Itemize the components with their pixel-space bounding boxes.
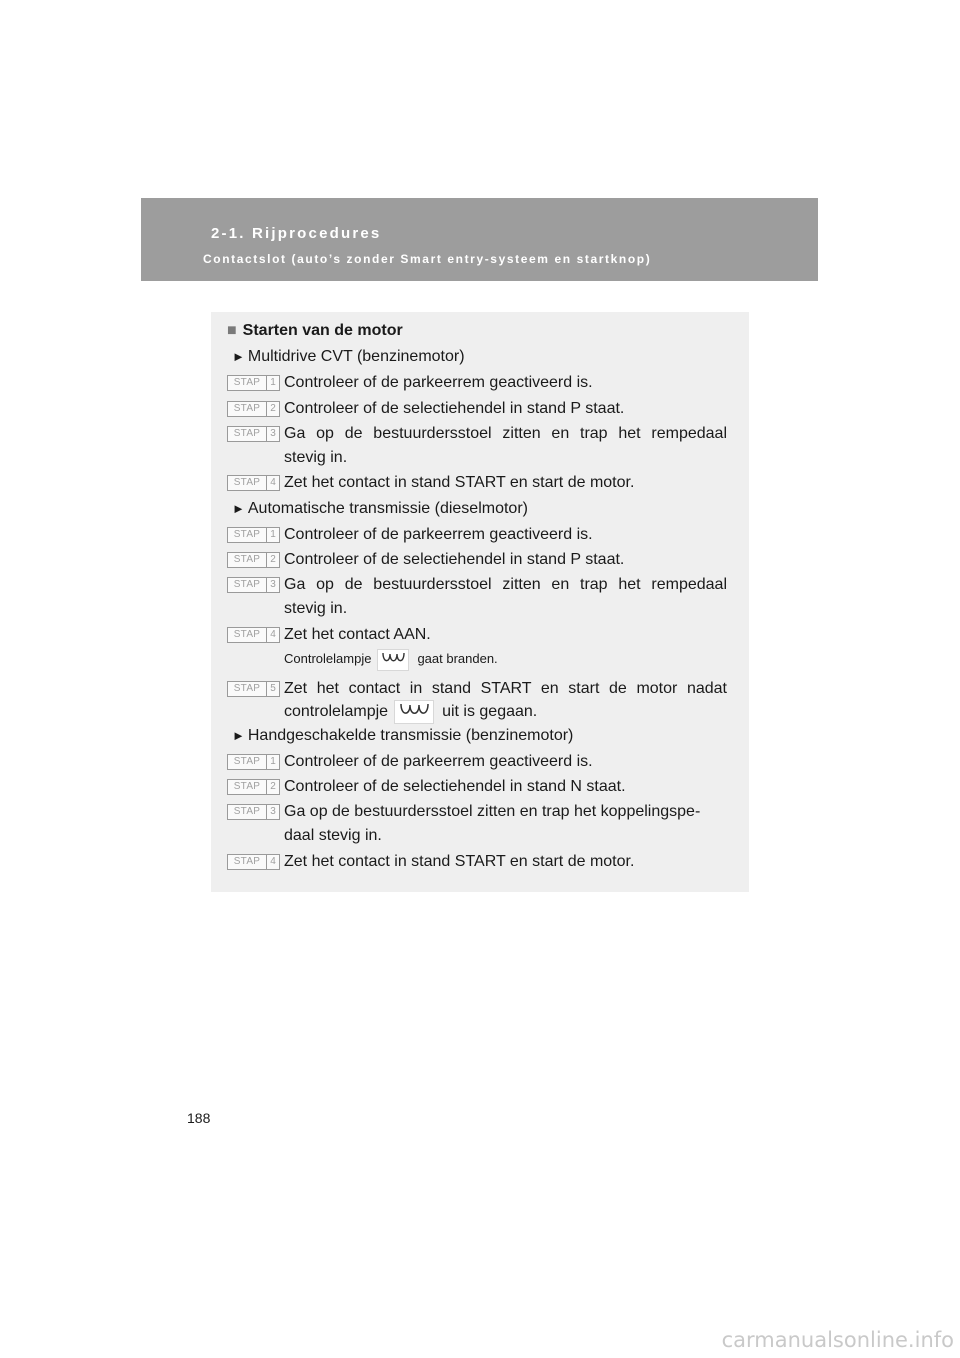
group-title-manual: ► Handgeschakelde transmissie (benzinemotor) [232, 727, 574, 744]
step-text: Controleer of de parkeerrem geactiveerd is. [284, 374, 593, 391]
step-text-continued: controlelampje uit is gegaan. [284, 700, 537, 724]
step-badge: STAP 2 [227, 552, 280, 568]
step-text-continued: stevig in. [284, 449, 348, 466]
page-number: 188 [187, 1110, 211, 1126]
group-title-multidrive: ► Multidrive CVT (benzinemotor) [232, 348, 465, 365]
content-heading: ■ Starten van de motor [227, 322, 403, 339]
step-text: Zet het contact AAN. [284, 626, 431, 643]
step-badge: STAP 3 [227, 577, 280, 593]
step-text-continued: stevig in. [284, 600, 348, 617]
watermark: carmanualsonline.info [721, 1328, 954, 1352]
step-text: Zet het contact in stand START en start de motor. [284, 853, 635, 870]
triangle-bullet-icon: ► [232, 728, 245, 743]
step-badge: STAP 1 [227, 754, 280, 770]
step-badge: STAP 3 [227, 426, 280, 442]
step-badge: STAP 1 [227, 375, 280, 391]
step-badge: STAP 5 [227, 681, 280, 697]
step-text: Zet het contact in stand START en start de motor. [284, 474, 635, 491]
glow-plug-indicator-icon [377, 649, 409, 671]
glow-plug-indicator-icon [394, 700, 434, 724]
step-text: Controleer of de selectiehendel in stand P staat. [284, 551, 625, 568]
step-badge: STAP 4 [227, 627, 280, 643]
section-header [141, 198, 818, 281]
step-badge: STAP 1 [227, 527, 280, 543]
section-subtitle: Contactslot (auto’s zonder Smart entry-systeem en startknop) [203, 252, 652, 266]
square-bullet-icon: ■ [227, 322, 237, 339]
group-title-automatic: ► Automatische transmissie (dieselmotor) [232, 500, 528, 517]
step-badge: STAP 4 [227, 854, 280, 870]
step-text-continued: daal stevig in. [284, 827, 382, 844]
step-text: Zet het contact in stand START en start de motor nadat [284, 680, 727, 697]
step-text: Controleer of de parkeerrem geactiveerd is. [284, 753, 593, 770]
step-text: Ga op de bestuurdersstoel zitten en trap het rempedaal [284, 425, 727, 442]
triangle-bullet-icon: ► [232, 349, 245, 364]
step-text: Controleer of de selectiehendel in stand N staat. [284, 778, 626, 795]
step-badge: STAP 4 [227, 475, 280, 491]
step-text: Ga op de bestuurdersstoel zitten en trap het rempedaal [284, 576, 727, 593]
step-text: Controleer of de parkeerrem geactiveerd is. [284, 526, 593, 543]
triangle-bullet-icon: ► [232, 501, 245, 516]
section-title: 2-1. Rijprocedures [211, 225, 382, 242]
step-badge: STAP 2 [227, 401, 280, 417]
step-badge: STAP 3 [227, 804, 280, 820]
step-text: Ga op de bestuurdersstoel zitten en trap het koppelingspe- [284, 803, 701, 820]
step-text: Controleer of de selectiehendel in stand P staat. [284, 400, 625, 417]
step-badge: STAP 2 [227, 779, 280, 795]
step-note: Controlelampje gaat branden. [284, 647, 498, 671]
